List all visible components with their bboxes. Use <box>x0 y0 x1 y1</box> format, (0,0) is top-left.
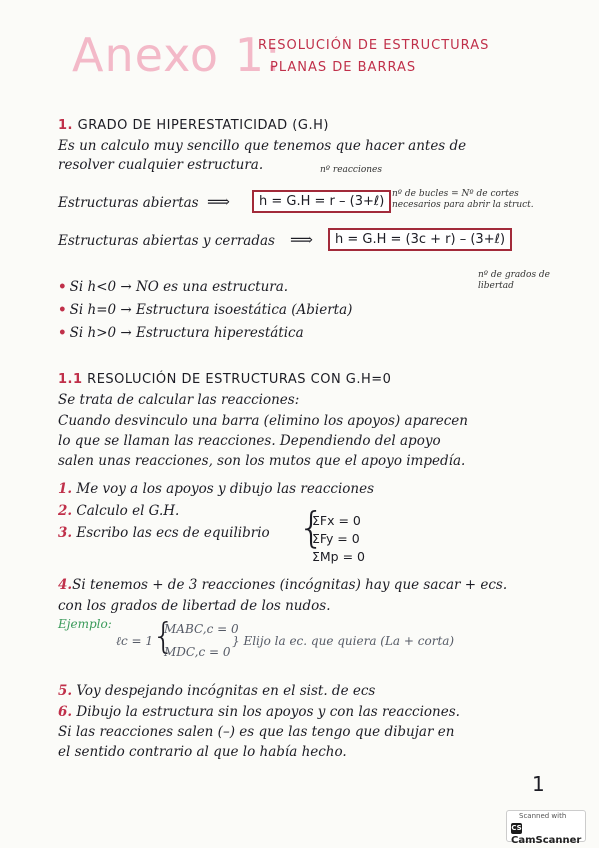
step-4-line2: con los grados de libertad de los nudos. <box>58 598 331 614</box>
section1-intro-line1: Es un calculo muy sencillo que tenemos que hacer antes de <box>58 138 467 154</box>
scanner-name: CSCamScanner <box>511 824 582 846</box>
step-6-line2: Si las reacciones salen (–) es que las tengo que dibujar en <box>58 724 455 740</box>
note-grados-line2: libertad <box>478 281 514 291</box>
example-brace: { <box>152 616 175 657</box>
equilibrium-eq-fx: ΣFx = 0 <box>312 513 361 528</box>
page-subtitle-line2: PLANAS DE BARRAS <box>270 60 417 75</box>
example-eq2: MDC,c = 0 <box>164 645 231 659</box>
open-structures-label: Estructuras abiertas <box>58 195 199 211</box>
camscanner-logo-icon: CS <box>511 824 522 832</box>
bullet-item: • Si h<0 → NO es una estructura. <box>58 279 289 295</box>
section11-heading-text: RESOLUCIÓN DE ESTRUCTURAS CON G.H=0 <box>87 372 392 387</box>
note-bucles-line1: nº de bucles = Nº de cortes <box>392 189 519 199</box>
arrow-icon: ⟹ <box>290 230 313 249</box>
note-reacciones: nº reacciones <box>320 165 383 175</box>
note-grados-line1: nº de grados de <box>478 270 551 280</box>
bullet-dot-icon: • <box>58 279 67 295</box>
example-lhs: ℓc = 1 <box>116 634 154 648</box>
step-6-line1: 6. Dibujo la estructura sin los apoyos y con las reacciones. <box>58 704 460 720</box>
section11-line2: Cuando desvinculo una barra (elimino los apoyos) aparecen <box>58 413 468 429</box>
step-3: 3. Escribo las ecs de equilibrio <box>58 525 270 541</box>
section1-number: 1. <box>58 118 73 133</box>
example-label: Ejemplo: <box>58 617 112 631</box>
open-formula-box: h = G.H = r – (3+ℓ) <box>252 190 391 213</box>
step-6-line3: el sentido contrario al que lo había hecho. <box>58 744 347 760</box>
equilibrium-eq-mp: ΣMp = 0 <box>312 549 365 564</box>
step-5: 5. Voy despejando incógnitas en el sist. de ecs <box>58 683 376 699</box>
bullet-item: • Si h>0 → Estructura hiperestática <box>58 325 304 341</box>
step-1: 1. Me voy a los apoyos y dibujo las reacciones <box>58 481 375 497</box>
section11-line1: Se trata de calcular las reacciones: <box>58 392 300 408</box>
step-4-line1: 4.Si tenemos + de 3 reacciones (incógnitas) hay que sacar + ecs. <box>58 577 508 593</box>
section11-heading <box>58 372 391 387</box>
page-subtitle-line1: RESOLUCIÓN DE ESTRUCTURAS <box>258 38 490 53</box>
page-title: Anexo 1: <box>72 28 282 82</box>
section11-line3: lo que se llaman las reacciones. Dependiendo del apoyo <box>58 433 441 449</box>
arrow-icon: ⟹ <box>207 192 230 211</box>
equilibrium-eq-fy: ΣFy = 0 <box>312 531 360 546</box>
bullet-item: • Si h=0 → Estructura isoestática (Abierta) <box>58 302 353 318</box>
closed-formula-box: h = G.H = (3c + r) – (3+ℓ) <box>328 228 512 251</box>
example-note: } Elijo la ec. que quiera (La + corta) <box>232 634 455 648</box>
page-number: 1 <box>532 772 545 796</box>
scanned-with-text: Scanned with <box>519 812 567 820</box>
section1-intro-line2: resolver cualquier estructura. <box>58 157 264 173</box>
equation-brace: { <box>298 503 325 552</box>
bullet-dot-icon: • <box>58 302 67 318</box>
scanner-badge <box>506 810 586 846</box>
bullet-dot-icon: • <box>58 325 67 341</box>
closed-structures-label: Estructuras abiertas y cerradas <box>58 233 275 249</box>
section11-line4: salen unas reacciones, son los mutos que el apoyo impedía. <box>58 453 466 469</box>
step-2: 2. Calculo el G.H. <box>58 503 180 519</box>
note-bucles-line2: necesarios para abrir la struct. <box>392 200 534 210</box>
section1-heading <box>58 118 329 133</box>
example-eq1: MABC,c = 0 <box>164 622 239 636</box>
section11-number: 1.1 <box>58 372 83 387</box>
section1-heading-text: GRADO DE HIPERESTATICIDAD (G.H) <box>77 118 329 133</box>
